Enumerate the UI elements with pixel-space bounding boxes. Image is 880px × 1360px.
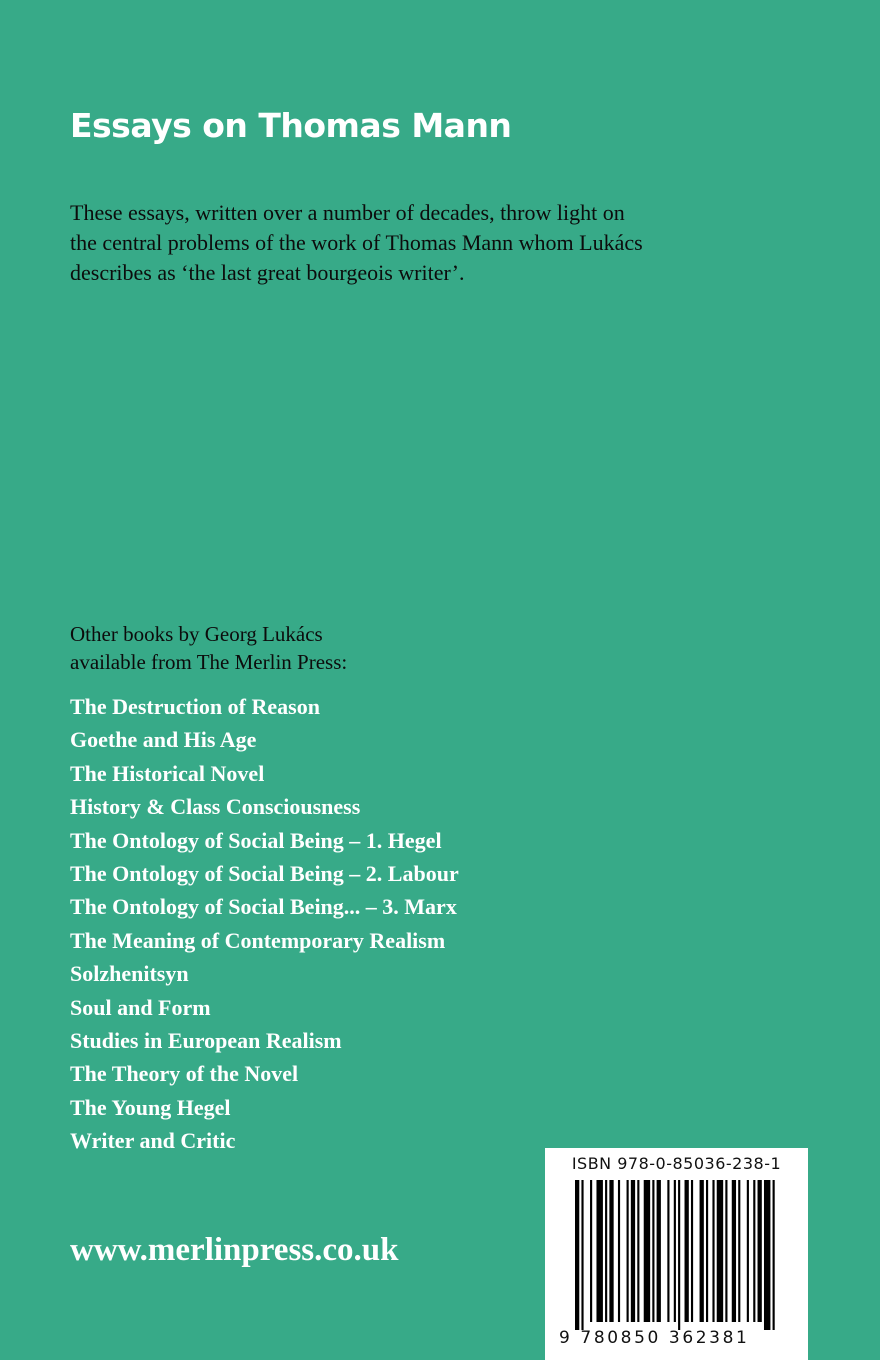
barcode-bar bbox=[652, 1180, 654, 1322]
barcode-bar bbox=[747, 1180, 749, 1322]
barcode-bar bbox=[712, 1180, 714, 1322]
barcode-bar bbox=[764, 1180, 770, 1330]
book-list-item: The Meaning of Contemporary Realism bbox=[70, 927, 446, 953]
barcode-bar bbox=[725, 1180, 727, 1322]
barcode-bar bbox=[773, 1180, 775, 1330]
book-list-item: Soul and Form bbox=[70, 994, 211, 1020]
book-list-item: The Ontology of Social Being – 2. Labour bbox=[70, 861, 459, 887]
barcode-bar bbox=[644, 1180, 650, 1322]
book-list-item: The Ontology of Social Being – 1. Hegel bbox=[70, 827, 442, 853]
barcode-bar bbox=[717, 1180, 723, 1322]
book-list-item: The Historical Novel bbox=[70, 760, 265, 786]
barcode-bar bbox=[667, 1180, 669, 1322]
barcode-bar bbox=[575, 1180, 579, 1330]
barcode-bar bbox=[631, 1180, 635, 1322]
barcode-box bbox=[545, 1148, 808, 1360]
book-list-item: The Ontology of Social Being... – 3. Marx bbox=[70, 894, 457, 920]
barcode-bar bbox=[627, 1180, 629, 1322]
book-list-item: Goethe and His Age bbox=[70, 727, 257, 753]
barcode-bar bbox=[738, 1180, 740, 1322]
barcode-bar bbox=[596, 1180, 602, 1322]
publisher-website: www.merlinpress.co.uk bbox=[70, 1232, 399, 1268]
barcode-bar bbox=[609, 1180, 613, 1322]
barcode-bar bbox=[674, 1180, 676, 1322]
isbn-label: ISBN 978-0-85036-238-1 bbox=[571, 1154, 782, 1173]
barcode-bar bbox=[657, 1180, 661, 1322]
book-list-item: Solzhenitsyn bbox=[70, 961, 189, 987]
blurb-line: describes as ‘the last great bourgeois writer’. bbox=[70, 260, 465, 285]
barcode-bar bbox=[637, 1180, 639, 1322]
book-list-item: The Theory of the Novel bbox=[70, 1061, 299, 1087]
other-books-intro-line: available from The Merlin Press: bbox=[70, 650, 348, 674]
other-books-intro-line: Other books by Georg Lukács bbox=[70, 622, 323, 646]
barcode-bar bbox=[590, 1180, 592, 1322]
barcode-bar bbox=[605, 1180, 607, 1322]
barcode-bar bbox=[753, 1180, 755, 1322]
book-list-item: History & Class Consciousness bbox=[70, 794, 361, 820]
barcode-bar bbox=[758, 1180, 762, 1322]
barcode-bar bbox=[581, 1180, 583, 1330]
book-list-item: Studies in European Realism bbox=[70, 1028, 342, 1054]
book-list-item: The Young Hegel bbox=[70, 1094, 231, 1120]
book-list-item: The Destruction of Reason bbox=[70, 694, 320, 719]
barcode-bar bbox=[685, 1180, 689, 1322]
barcode-digits: 9 780850 362381 bbox=[559, 1328, 750, 1348]
barcode-bar bbox=[691, 1180, 693, 1322]
barcode-bar bbox=[732, 1180, 736, 1322]
barcode-bar bbox=[618, 1180, 620, 1322]
book-list-item: Writer and Critic bbox=[70, 1128, 236, 1154]
blurb-line: These essays, written over a number of decades, throw light on bbox=[70, 200, 625, 225]
barcode-bars bbox=[575, 1180, 779, 1330]
book-list bbox=[70, 690, 459, 1158]
book-title: Essays on Thomas Mann bbox=[70, 106, 512, 145]
blurb bbox=[70, 198, 770, 288]
blurb-line: the central problems of the work of Thomas Mann whom Lukács bbox=[70, 230, 643, 255]
barcode-bar bbox=[678, 1180, 680, 1330]
barcode-bar bbox=[706, 1180, 708, 1322]
barcode-bar bbox=[700, 1180, 704, 1322]
other-books-intro bbox=[70, 620, 347, 676]
